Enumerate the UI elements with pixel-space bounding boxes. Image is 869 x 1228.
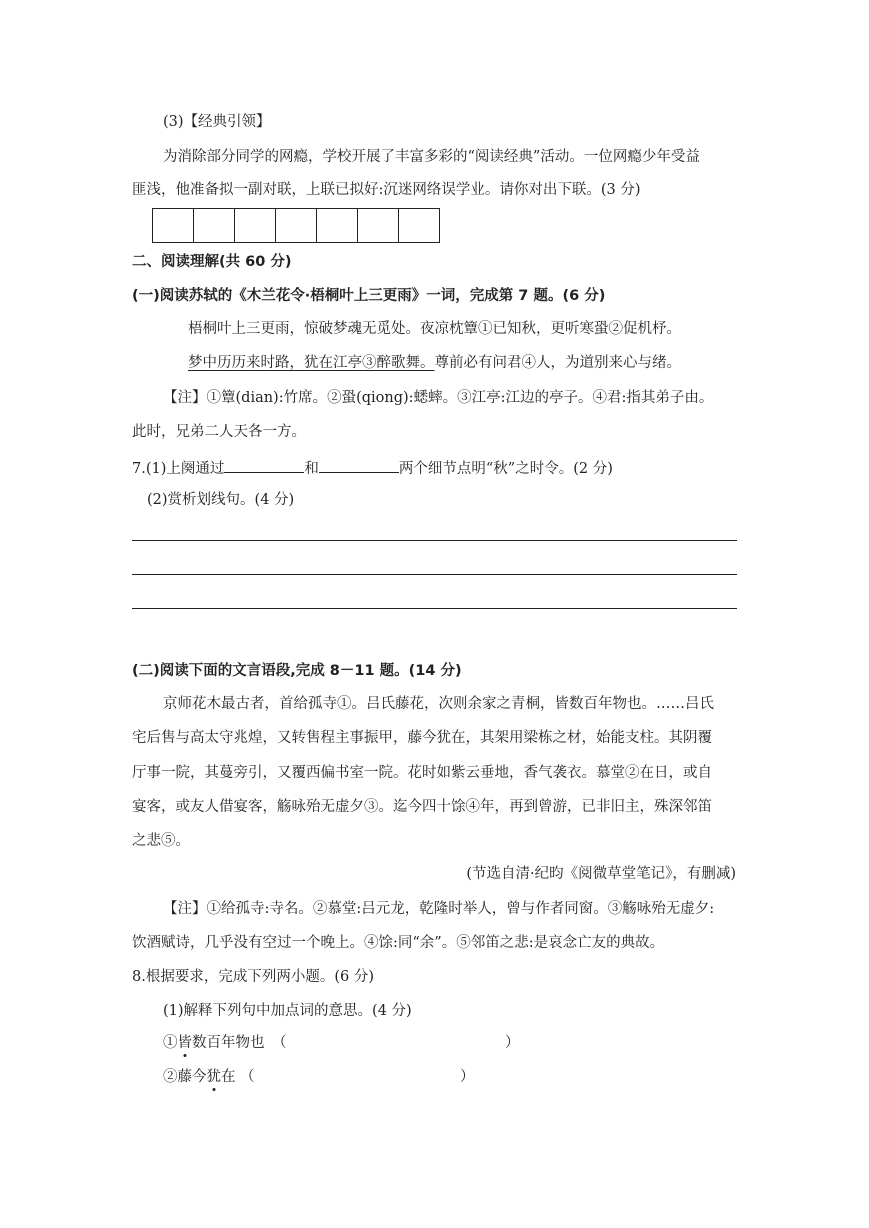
vocab-item-2-answer[interactable]: [268, 1067, 458, 1087]
answer-cell[interactable]: [317, 209, 358, 242]
dotted-word: 皆: [177, 1035, 192, 1051]
question-8-1: (1)解释下列句中加点词的意思。(4 分): [163, 1003, 412, 1019]
answer-cell[interactable]: [276, 209, 317, 242]
couplet-answer-grid: [152, 208, 440, 243]
answer-line[interactable]: [132, 574, 737, 575]
passage-line-4: 宴客，或友人借宴客，觞咏殆无虚夕③。迄今四十馀④年，再到曾游，已非旧主，殊深邻笛: [132, 799, 712, 815]
answer-blank-1[interactable]: [224, 456, 304, 473]
passage-line-5: 之悲⑤。: [132, 833, 190, 849]
vocab-item-1-answer[interactable]: [300, 1033, 500, 1053]
item-text: 数百年物也: [192, 1035, 265, 1051]
question-7-1-suffix: 两个细节点明“秋”之时令。(2 分): [398, 461, 613, 477]
poem-line-2: [188, 353, 681, 373]
poem-line-1: 梧桐叶上三更雨，惊破梦魂无觅处。夜凉枕簟①已知秋，更听寒蛩②促机杼。: [188, 321, 681, 337]
question-3-text-line2: 匪浅，他准备拟一副对联，上联已拟好:沉迷网络误学业。请你对出下联。(3 分): [132, 182, 641, 198]
passage-note-line2: 饮酒赋诗，几乎没有空过一个晚上。④馀:同“余”。⑤邻笛之悲:是哀念亡友的典故。: [132, 935, 665, 951]
item-text: 在: [221, 1069, 236, 1085]
question-7-1-and: 和: [304, 461, 319, 477]
passage-line-3: 厅事一院，其蔓旁引，又覆西偏书室一院。花时如紫云垂地，香气袭衣。慕堂②在日，或自: [132, 765, 712, 781]
part-1-title: (一)阅读苏轼的《木兰花令·梧桐叶上三更雨》一词，完成第 7 题。(6 分): [132, 288, 606, 304]
question-8: 8.根据要求，完成下列两小题。(6 分): [132, 969, 374, 985]
dotted-word: 犹: [206, 1069, 221, 1085]
vocab-item-1-close-paren: ）: [505, 1035, 520, 1051]
answer-line[interactable]: [132, 540, 737, 541]
answer-cell[interactable]: [235, 209, 276, 242]
question-7-2: (2)赏析划线句。(4 分): [147, 492, 295, 508]
vocab-item-2-open-paren: （: [240, 1069, 255, 1085]
question-7-1: [132, 456, 613, 479]
passage-line-2: 宅后售与高太守兆煌，又转售程主事振甲，藤今犹在，其架用梁栋之材，始能支柱。其阴覆: [132, 730, 712, 746]
vocab-item-1: [163, 1033, 265, 1053]
item-text: 藤今: [177, 1069, 207, 1085]
answer-cell[interactable]: [194, 209, 235, 242]
question-3-text-line1: 为消除部分同学的网瘾，学校开展了丰富多彩的“阅读经典”活动。一位网瘾少年受益: [163, 149, 700, 165]
answer-cell[interactable]: [153, 209, 194, 242]
vocab-item-2-close-paren: ）: [460, 1069, 475, 1085]
poem-note-line2: 此时，兄弟二人天各一方。: [132, 424, 306, 440]
vocab-item-2: [163, 1067, 236, 1087]
vocab-item-1-open-paren: （: [272, 1035, 287, 1051]
part-2-title: (二)阅读下面的文言语段,完成 8－11 题。(14 分): [132, 663, 462, 679]
answer-cell[interactable]: [399, 209, 439, 242]
poem-note-line1: 【注】①簟(dian):竹席。②蛩(qiong):蟋蟀。③江亭:江边的亭子。④君:指其弟子由。: [163, 390, 714, 406]
item-number: ①: [163, 1035, 178, 1051]
underlined-sentence: 梦中历历来时路，犹在江亭③醉歌舞。: [188, 355, 435, 371]
passage-line-1: 京师花木最古者，首给孤寺①。吕氏藤花，次则余家之青桐，皆数百年物也。……吕氏: [163, 696, 714, 712]
section-2-title: 二、阅读理解(共 60 分): [132, 254, 292, 270]
answer-cell[interactable]: [358, 209, 399, 242]
poem-line-2-rest: 尊前必有问君④人，为道别来心与绪。: [434, 355, 681, 371]
passage-source: (节选自清·纪昀《阅微草堂笔记》，有删减): [466, 866, 736, 882]
answer-blank-2[interactable]: [319, 456, 399, 473]
question-7-1-prefix: 7.(1)上阕通过: [132, 461, 225, 477]
answer-line[interactable]: [132, 608, 737, 609]
passage-note-line1: 【注】①给孤寺:寺名。②慕堂:吕元龙，乾隆时举人，曾与作者同窗。③觞咏殆无虚夕:: [163, 901, 715, 917]
question-3-heading: (3)【经典引领】: [163, 114, 271, 130]
item-number: ②: [163, 1069, 178, 1085]
